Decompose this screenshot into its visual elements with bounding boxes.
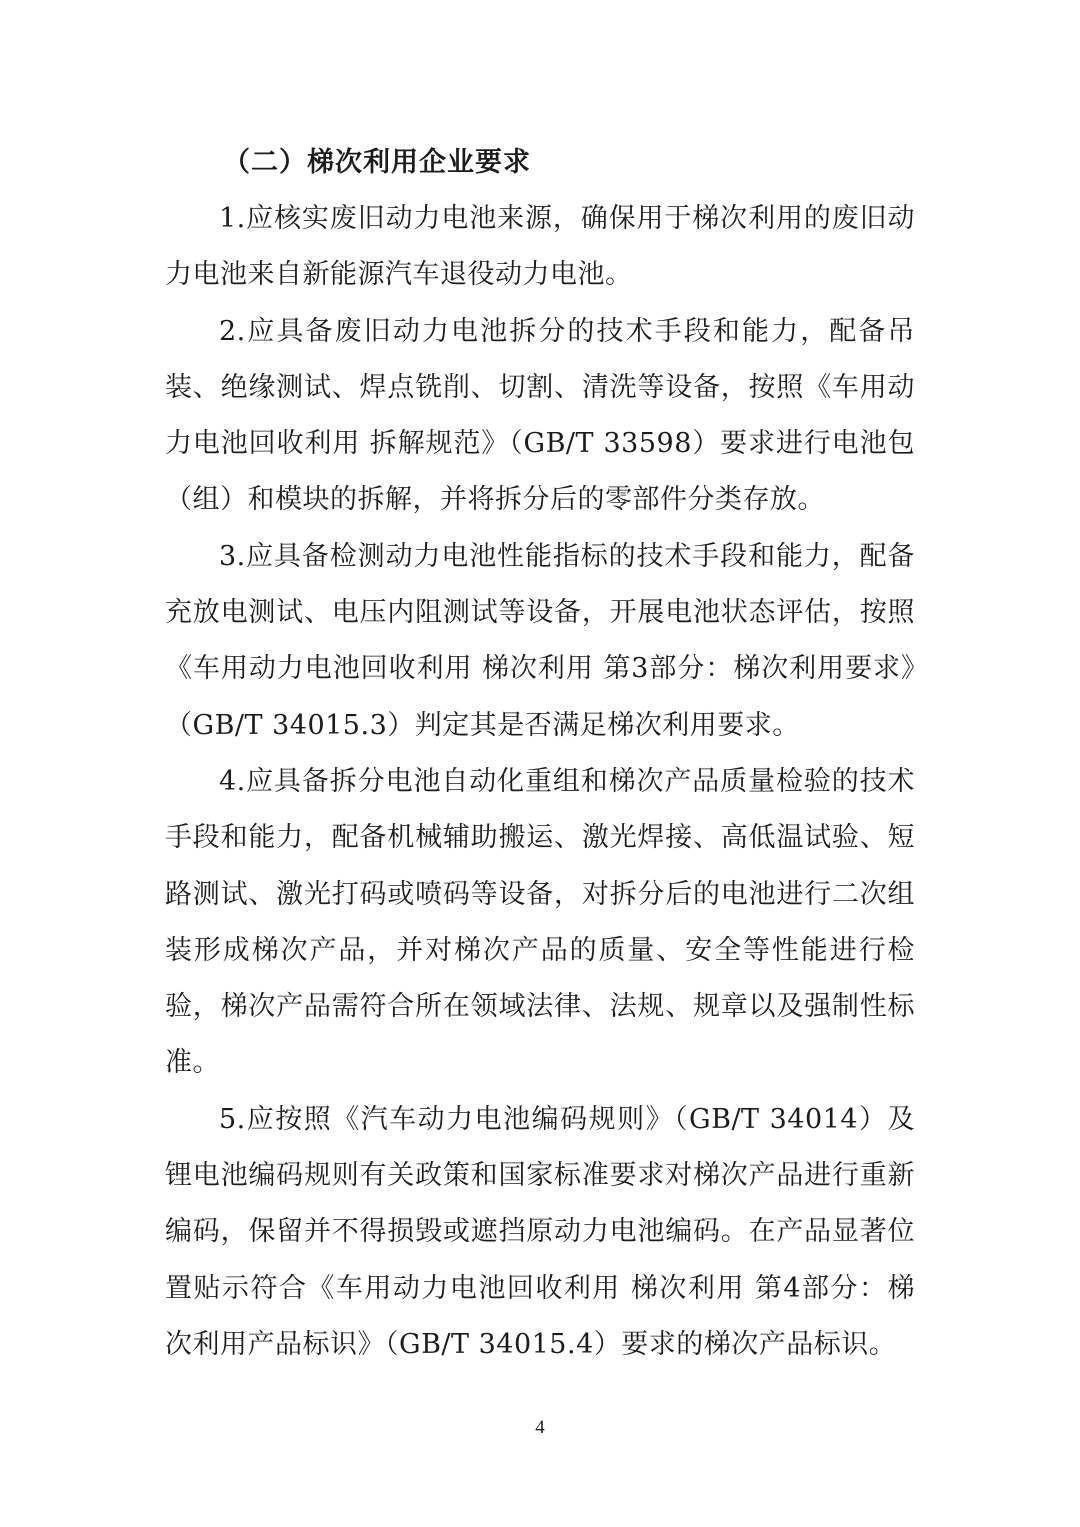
paragraph-2: 2.应具备废旧动力电池拆分的技术手段和能力，配备吊装、绝缘测试、焊点铣削、切割、清洗等设备，按照《车用动力电池回收利用 拆解规范》（GB/T 33598）要求进行电池包（组）和模块的拆解，并将拆分后的零部件分类存放。 bbox=[165, 315, 915, 516]
paragraph-4: 4.应具备拆分电池自动化重组和梯次产品质量检验的技术手段和能力，配备机械辅助搬运、激光焊接、高低温试验、短路测试、激光打码或喷码等设备，对拆分后的电池进行二次组装形成梯次产品，并对梯次产品的质量、安全等性能进行检验，梯次产品需符合所在领域法律、法规、规章以及强制性标准。 bbox=[165, 765, 915, 1079]
page-number: 4 bbox=[535, 1417, 545, 1438]
document-body bbox=[165, 134, 915, 1373]
section-heading: （二）梯次利用企业要求 bbox=[223, 147, 531, 178]
paragraph-1: 1.应核实废旧动力电池来源，确保用于梯次利用的废旧动力电池来自新能源汽车退役动力电池。 bbox=[165, 203, 915, 291]
paragraph-3: 3.应具备检测动力电池性能指标的技术手段和能力，配备充放电测试、电压内阻测试等设备，开展电池状态评估，按照《车用动力电池回收利用 梯次利用 第3部分：梯次利用要求》（GB/T 34015.3）判定其是否满足梯次利用要求。 bbox=[165, 540, 915, 741]
paragraph-5: 5.应按照《汽车动力电池编码规则》（GB/T 34014）及锂电池编码规则有关政策和国家标准要求对梯次产品进行重新编码，保留并不得损毁或遮挡原动力电池编码。在产品显著位置贴示符合《车用动力电池回收利用 梯次利用 第4部分：梯次利用产品标识》（GB/T 34015.4）要求的梯次产品标识。 bbox=[165, 1103, 915, 1360]
